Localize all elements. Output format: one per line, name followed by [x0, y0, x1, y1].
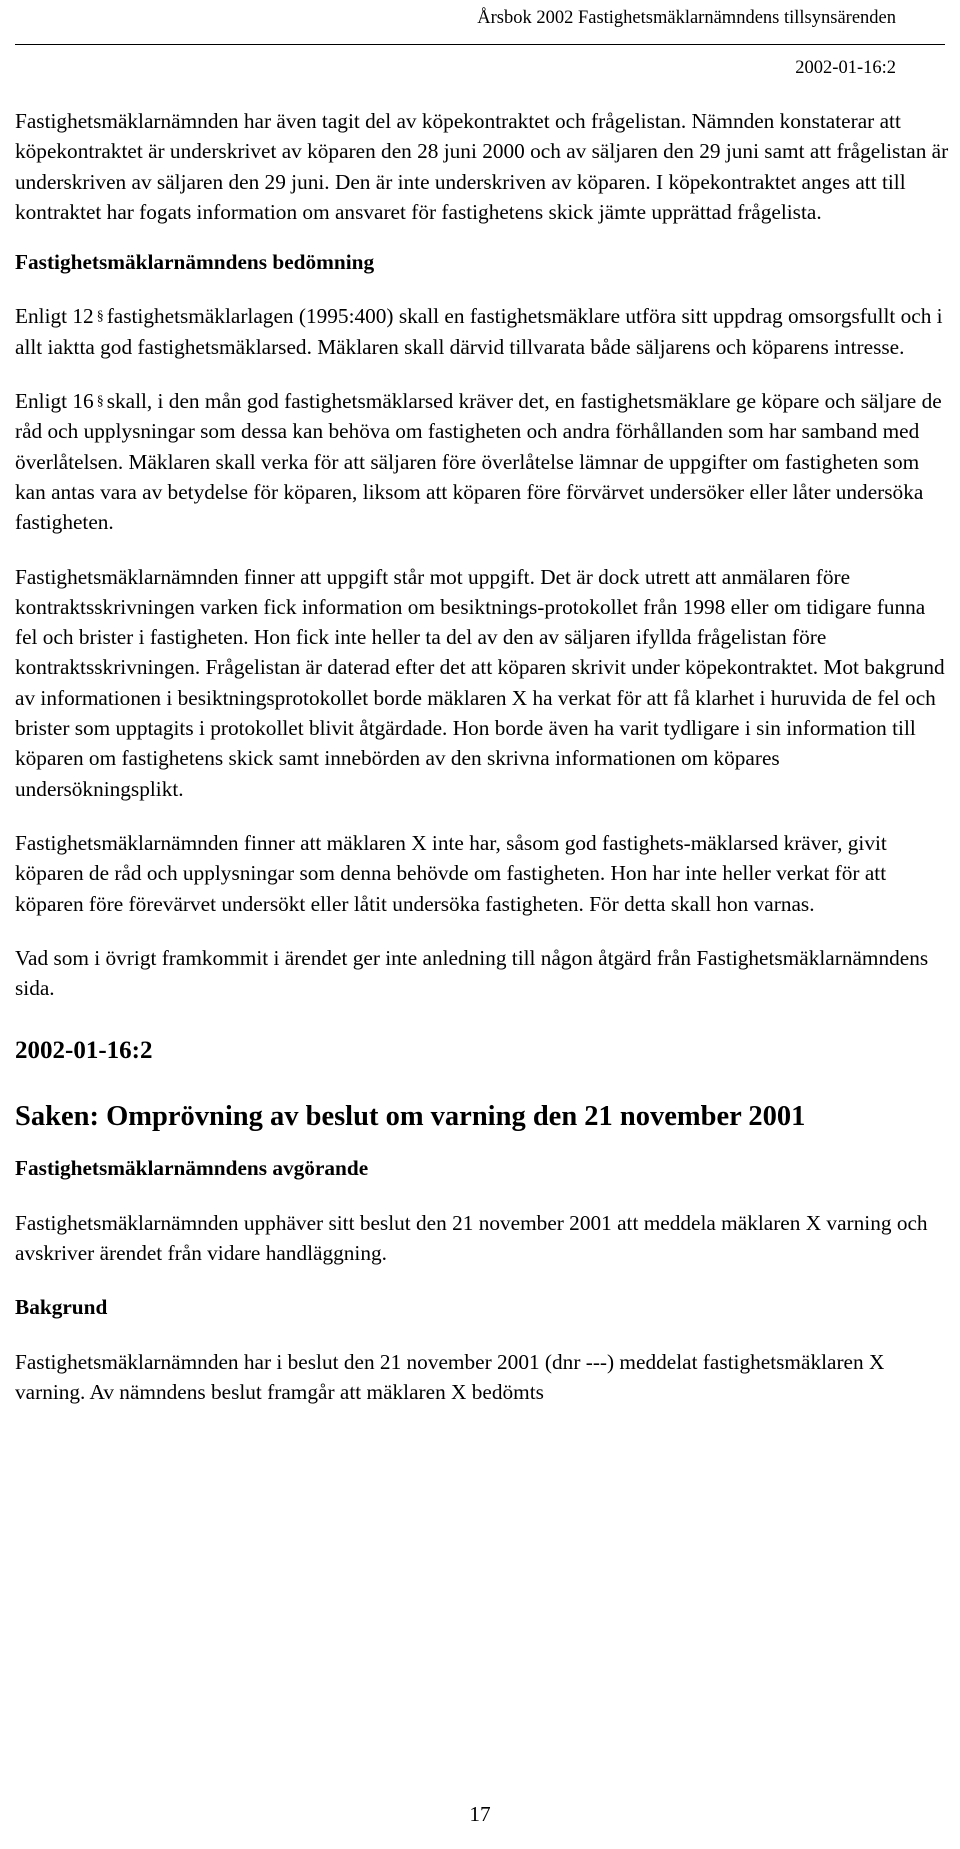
paragraph-section-16	[15, 386, 950, 537]
heading-background: Bakgrund	[15, 1295, 108, 1320]
paragraph-decision: Fastighetsmäklarnämnden upphäver sitt beslut den 21 november 2001 att meddela mäklaren X varning och avskriver ärendet från vidare handläggning.	[15, 1210, 928, 1266]
section-sign: §	[96, 309, 104, 325]
document-body	[15, 106, 950, 1407]
running-header: Årsbok 2002 Fastighetsmäklarnämndens tillsynsärenden	[477, 8, 896, 28]
case-title: Saken: Omprövning av beslut om varning den 21 november 2001	[15, 1101, 806, 1133]
header-rule	[15, 44, 945, 45]
section-12-lead: Enligt 12	[15, 304, 94, 329]
heading-decision: Fastighetsmäklarnämndens avgörande	[15, 1156, 369, 1181]
page-number: 17	[469, 1802, 491, 1826]
section-16-text: skall, i den mån god fastighetsmäklarsed kräver det, en fastighetsmäklare ge köpare och säljare de råd och upplysningar som dessa kan behöva om fastigheten och andra förhållanden som har samband med överlåtelsen. Mäklaren skall verka för att säljaren före överlåtelse lämnar de uppgifter om fastigheten som kan antas vara av betydelse för köparen, liksom att köparen före förvärvet undersöker eller låter undersöka fastigheten.	[15, 389, 942, 535]
paragraph-checklist-review: Fastighetsmäklarnämnden har även tagit del av köpekontraktet och frågelistan. Nämnden konstaterar att köpekontraktet är underskrivet av köparen den 28 juni 2000 och av säljaren den 29 juni samt att frågelistan är underskriven av säljaren den 29 juni. Den är inte underskriven av köparen. I köpekontraktet anges att till kontraktet har fogats information om ansvaret för fastighetens skick jämte upprättad frågelista.	[15, 109, 949, 224]
paragraph-no-further-action: Vad som i övrigt framkommit i ärendet ger inte anledning till någon åtgärd från Fastighetsmäklarnämndens sida.	[15, 945, 929, 1001]
section-16-lead: Enligt 16	[15, 389, 94, 414]
section-sign: §	[96, 394, 104, 410]
case-number: 2002-01-16:2	[15, 1037, 153, 1065]
heading-assessment: Fastighetsmäklarnämndens bedömning	[15, 250, 375, 275]
paragraph-background: Fastighetsmäklarnämnden har i beslut den 21 november 2001 (dnr ---) meddelat fastighetsmäklaren X varning. Av nämndens beslut framgår att mäklaren X bedömts	[15, 1349, 885, 1404]
paragraph-warning: Fastighetsmäklarnämnden finner att mäklaren X inte har, såsom god fastighets-mäklarsed kräver, givit köparen de råd och upplysningar som denna behövde om fastigheten. Hon har inte heller verkat för att köparen före förevärvet undersökt eller låtit undersöka fastigheten. För detta skall hon varnas.	[15, 830, 887, 916]
paragraph-section-12	[15, 301, 950, 362]
header-case-reference: 2002-01-16:2	[795, 58, 896, 78]
paragraph-findings: Fastighetsmäklarnämnden finner att uppgift står mot uppgift. Det är dock utrett att anmälaren före kontraktsskrivningen varken fick information om besiktnings-protokollet från 1998 eller om tidigare funna fel och brister i fastigheten. Hon fick inte heller ta del av den av säljaren ifyllda frågelistan före kontraktsskrivningen. Frågelistan är daterad efter det att köparen skrivit under köpekontraktet. Mot bakgrund av informationen i besiktningsprotokollet borde mäklaren X ha verkat för att få klarhet i huruvida de fel och brister som upptagits i protokollet blivit åtgärdade. Hon borde även ha varit tydligare i sin information till köparen om fastighetens skick samt innebörden av den skrivna informationen om köpares undersökningsplikt.	[15, 564, 945, 801]
section-12-text: fastighetsmäklarlagen (1995:400) skall en fastighetsmäklare utföra sitt uppdrag omsorgsfullt och i allt iaktta god fastighetsmäklarsed. Mäklaren skall därvid tillvarata både säljarens och köparens intresse.	[15, 304, 943, 359]
